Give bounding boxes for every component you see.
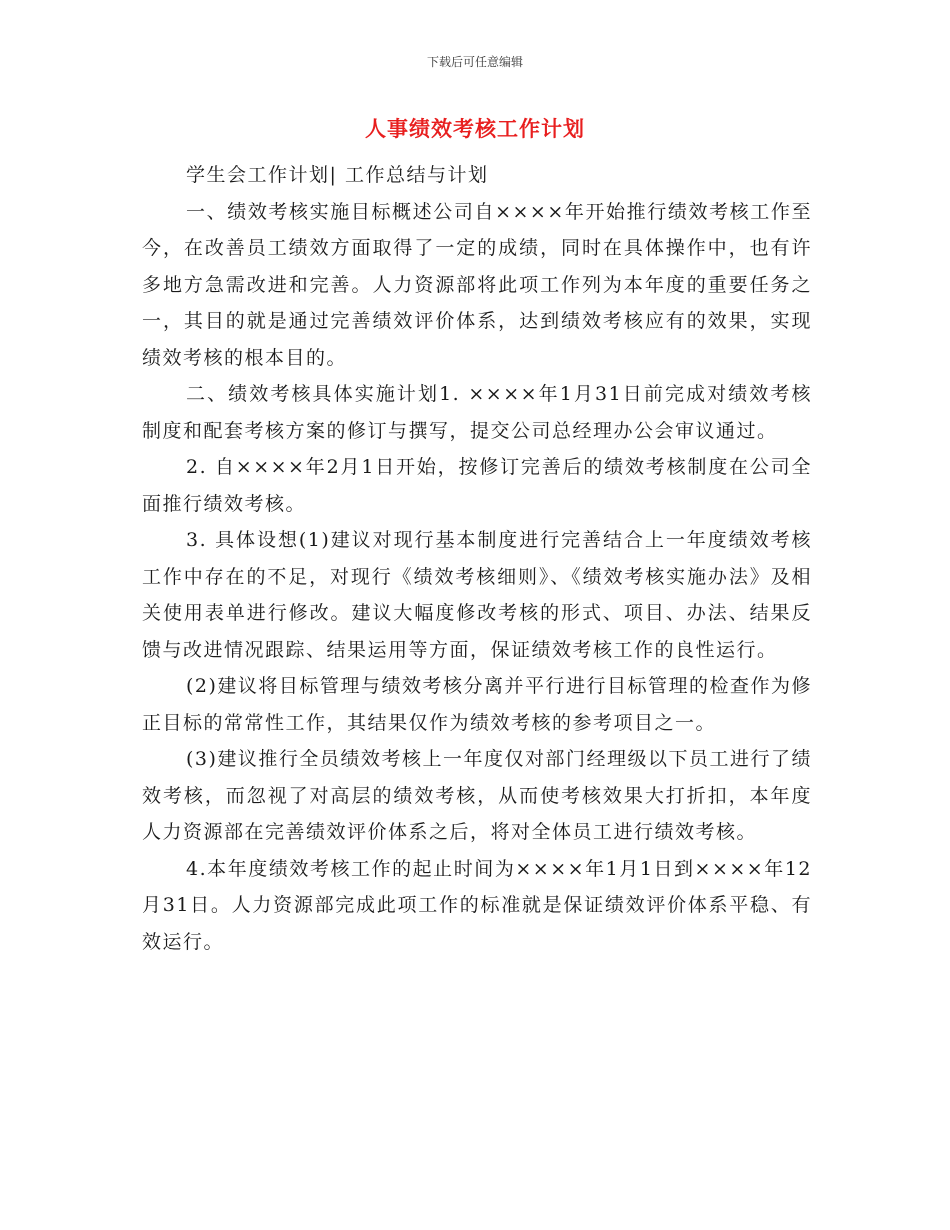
page-header: 下载后可任意编辑 [426,55,523,69]
paragraph-1: 一、绩效考核实施目标概述公司自××××年开始推行绩效考核工作至今，在改善员工绩效方面取得了一定的成绩，同时在具体操作中，也有许多地方急需改进和完善。人力资源部将此项工作列为本年度的重要任务之一，其目的就是通过完善绩效评价体系，达到绩效考核应有的效果，实现绩效考核的根本目的。 [142,200,812,369]
paragraph-4: 3. 具体设想(1)建议对现行基本制度进行完善结合上一年度绩效考核工作中存在的不足，对现行《绩效考核细则》、《绩效考核实施办法》及相关使用表单进行修改。建议大幅度修改考核的形式、项目、办法、结果反馈与改进情况跟踪、结果运用等方面，保证绩效考核工作的良性运行。 [142,529,812,661]
paragraph-2: 二、绩效考核具体实施计划1. ××××年1月31日前完成对绩效考核制度和配套考核方案的修订与撰写，提交公司总经理办公会审议通过。 [142,383,812,442]
document-body [142,157,812,960]
paragraph-subtitle: 学生会工作计划| 工作总结与计划 [186,164,489,186]
paragraph-7: 4.本年度绩效考核工作的起止时间为××××年1月1日到××××年12月31日。人力资源部完成此项工作的标准就是保证绩效评价体系平稳、有效运行。 [142,857,812,953]
paragraph-6: (3)建议推行全员绩效考核上一年度仅对部门经理级以下员工进行了绩效考核，而忽视了对高层的绩效考核，从而使考核效果大打折扣，本年度人力资源部在完善绩效评价体系之后，将对全体员工进行绩效考核。 [142,748,812,843]
document-title: 人事绩效考核工作计划 [365,117,585,141]
paragraph-3: 2. 自××××年2月1日开始，按修订完善后的绩效考核制度在公司全面推行绩效考核。 [142,456,812,515]
paragraph-5: (2)建议将目标管理与绩效考核分离并平行进行目标管理的检查作为修正目标的常常性工作，其结果仅作为绩效考核的参考项目之一。 [142,675,812,734]
